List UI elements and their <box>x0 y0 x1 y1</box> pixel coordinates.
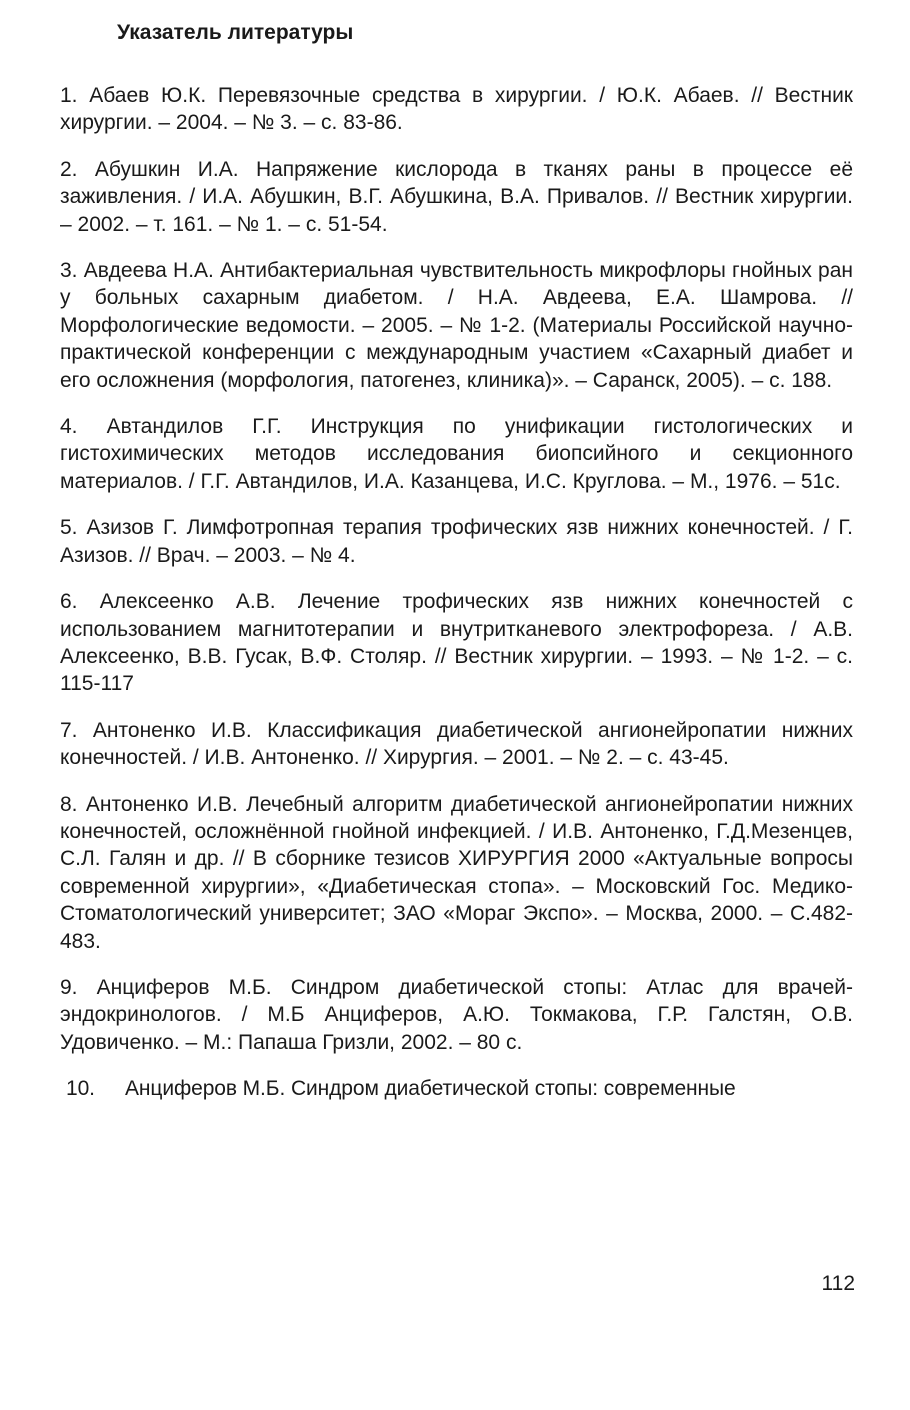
reference-item: 8. Антоненко И.В. Лечебный алгоритм диабетической ангионейропатии нижних конечностей, осложнённой гнойной инфекцией. / И.В. Антоненко, Г.Д.Мезенцев, С.Л. Галян и др. // В сборнике тезисов ХИРУРГИЯ 2000 «Актуальные вопросы современной хирургии», «Диабетическая стопа». – Московский Гос. Медико-Стоматологический университет; ЗАО «Мораг Экспо». – Москва, 2000. – С.482-483. <box>60 792 853 953</box>
section-heading: Указатель литературы <box>117 21 354 44</box>
reference-item: 3. Авдеева Н.А. Антибактериальная чувствительность микрофлоры гнойных ран у больных сахарным диабетом. / Н.А. Авдеева, Е.А. Шамрова. // Морфологические ведомости. – 2005. – № 1-2. (Материалы Российской научно-практической конференции с международным участием «Сахарный диабет и его осложнения (морфология, патогенез, клиника)». – Саранск, 2005). – с. 188. <box>60 259 853 392</box>
reference-item: 1. Абаев Ю.К. Перевязочные средства в хирургии. / Ю.К. Абаев. // Вестник хирургии. – 2004. – № 3. – с. 83-86. <box>60 84 853 135</box>
reference-list <box>60 82 853 1122</box>
reference-number: 10. <box>66 1077 95 1101</box>
reference-item: 9. Анциферов М.Б. Синдром диабетической стопы: Атлас для врачей-эндокринологов. / М.Б Анциферов, А.Ю. Токмакова, Г.Р. Галстян, О.В. Удовиченко. – М.: Папаша Гризли, 2002. – 80 с. <box>60 975 853 1054</box>
page-number: 112 <box>821 1272 855 1295</box>
reference-text: Анциферов М.Б. Синдром диабетической стопы: современные <box>125 1077 736 1101</box>
reference-item: 5. Азизов Г. Лимфотропная терапия трофических язв нижних конечностей. / Г. Азизов. // Врач. – 2003. – № 4. <box>60 516 853 567</box>
reference-item: 4. Автандилов Г.Г. Инструкция по унификации гистологических и гистохимических методов исследования биопсийного и секционного материалов. / Г.Г. Автандилов, И.А. Казанцева, И.С. Круглова. – М., 1976. – 51с. <box>60 415 853 493</box>
reference-item: 2. Абушкин И.А. Напряжение кислорода в тканях раны в процессе её заживления. / И.А. Абушкин, В.Г. Абушкина, В.А. Привалов. // Вестник хирургии. – 2002. – т. 161. – № 1. – с. 51-54. <box>60 157 853 236</box>
reference-item: 6. Алексеенко А.В. Лечение трофических язв нижних конечностей с использованием магнитотерапии и внутритканевого электрофореза. / А.В. Алексеенко, В.В. Гусак, В.Ф. Столяр. // Вестник хирургии. – 1993. – № 1-2. – с. 115-117 <box>60 590 853 696</box>
reference-item: 7. Антоненко И.В. Классификация диабетической ангионейропатии нижних конечностей. / И.В. Антоненко. // Хирургия. – 2001. – № 2. – с. 43-45. <box>60 718 853 770</box>
reference-item-truncated <box>60 1075 853 1102</box>
